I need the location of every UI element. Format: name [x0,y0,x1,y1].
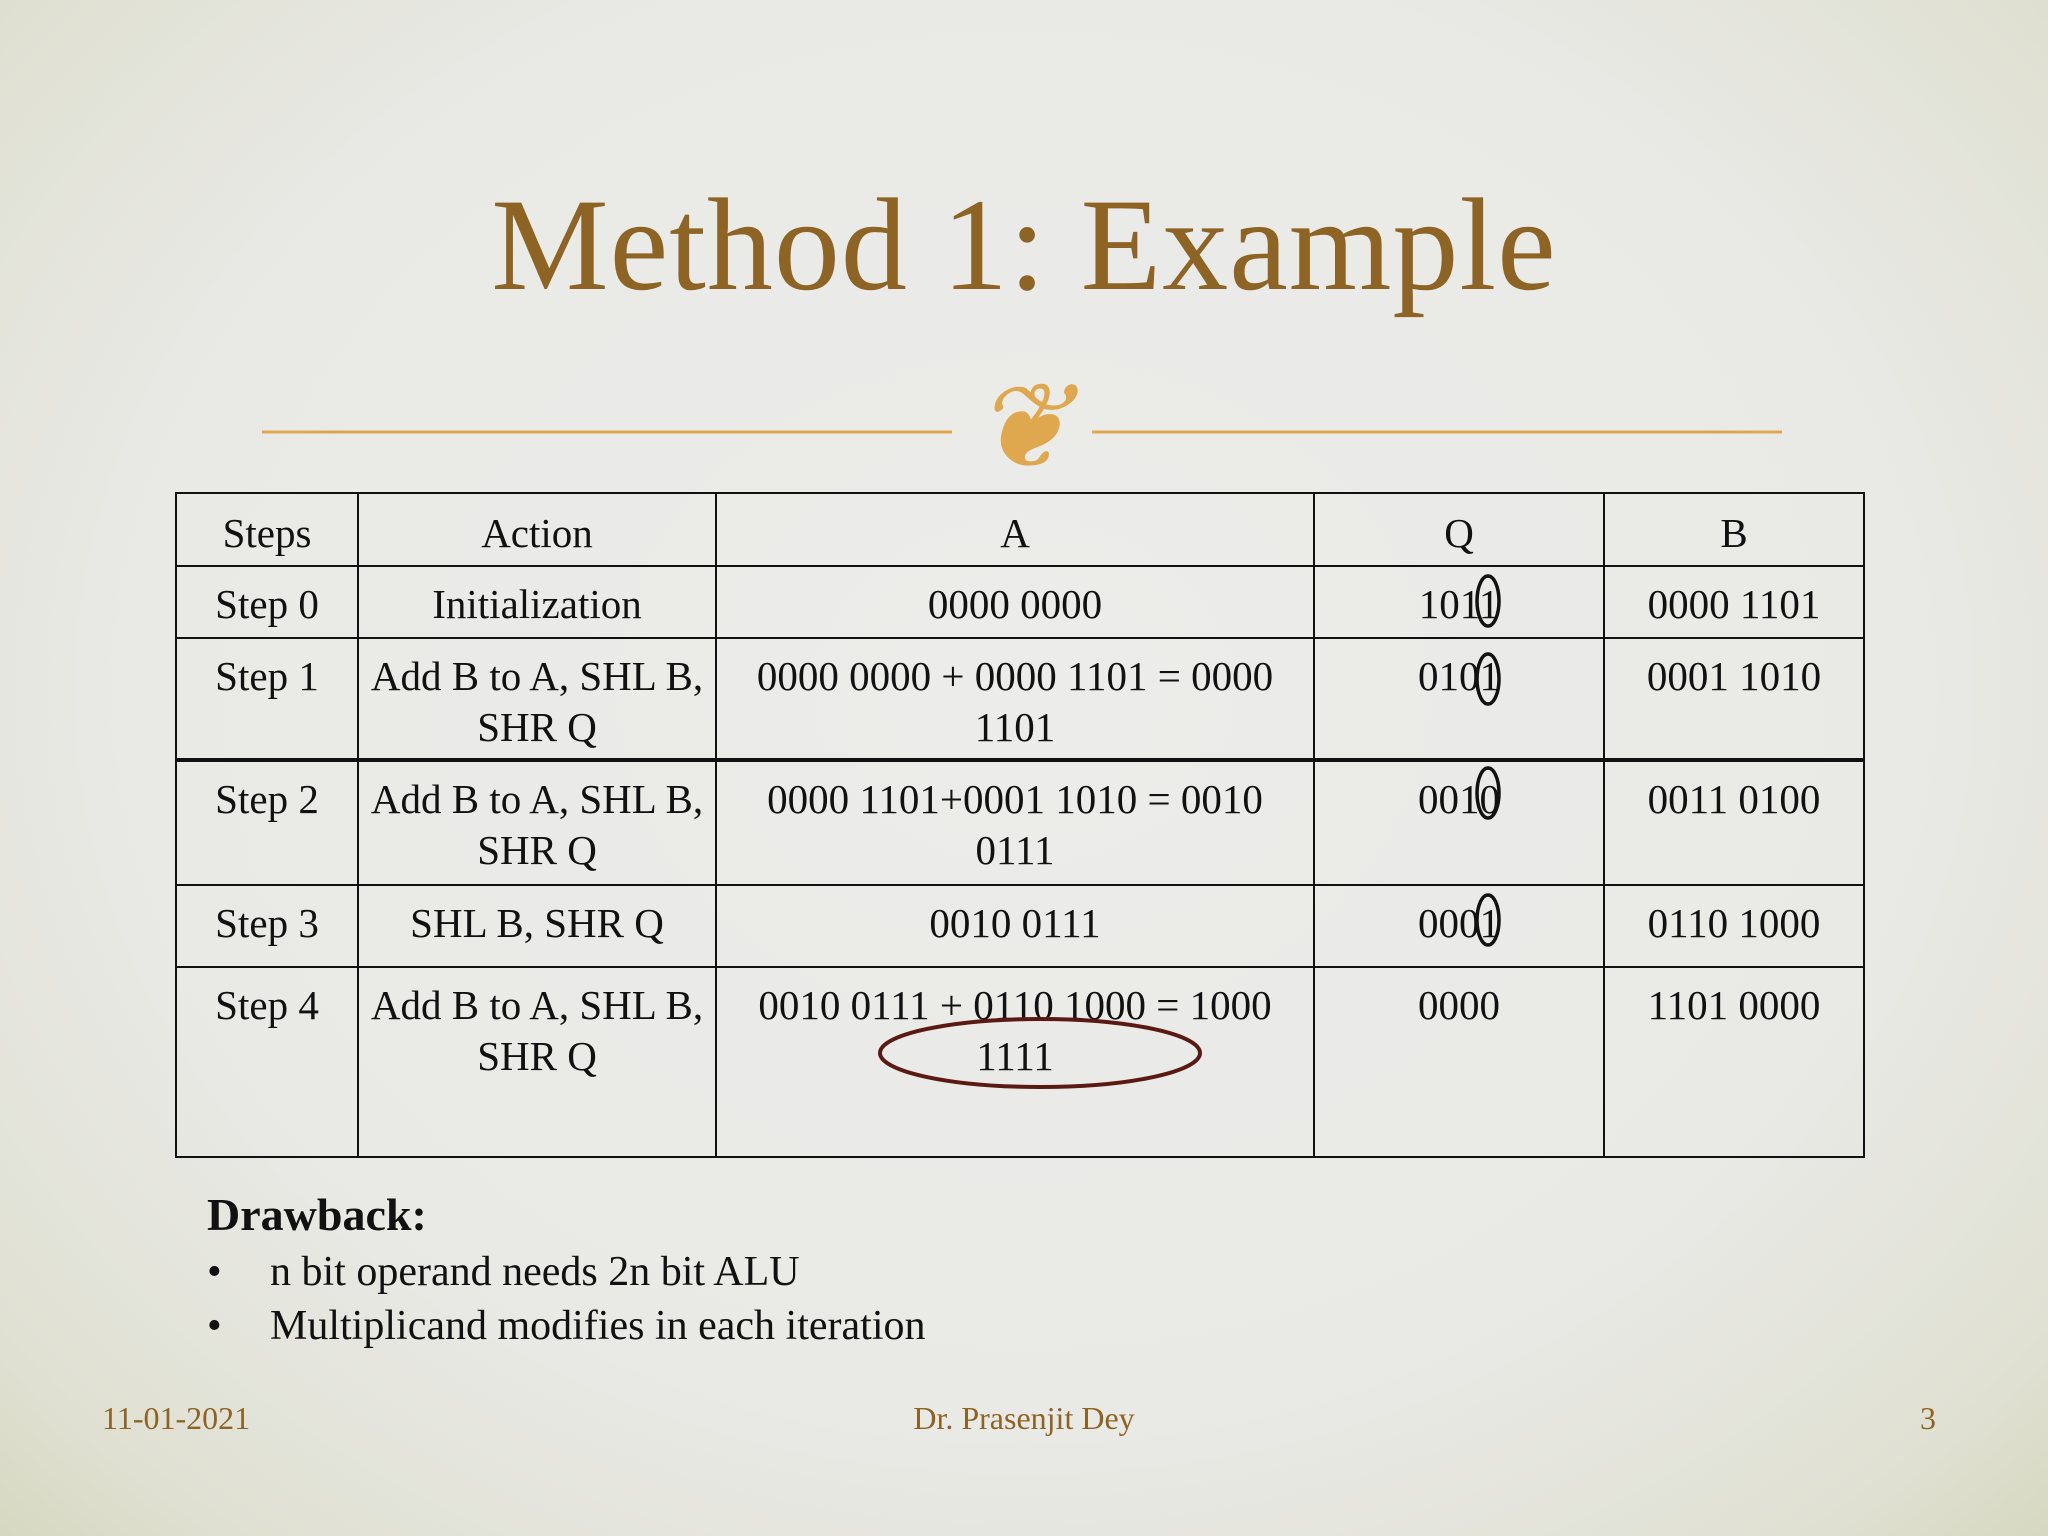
cell-step: Step 4 [176,967,358,1157]
footer-author: Dr. Prasenjit Dey [913,1400,1135,1436]
drawback-heading: Drawback: [207,1189,427,1240]
drawback-list [207,1245,926,1353]
cell-a: 0000 0000 [716,566,1314,638]
header-a: A [716,493,1314,566]
header-steps: Steps [176,493,358,566]
table-row [176,967,1864,1157]
header-action: Action [358,493,716,566]
footer-date: 11-01-2021 [102,1400,251,1436]
slide-title: Method 1: Example [491,171,1557,318]
list-item [207,1299,926,1353]
bullet-icon: • [207,1303,222,1349]
cell-q: 1011 [1314,566,1604,638]
cell-a: 0000 0000 + 0000 1101 = 0000 1101 [716,638,1314,760]
bullet-icon: • [207,1249,222,1295]
table-row [176,760,1864,885]
cell-b: 0001 1010 [1604,638,1864,760]
table-row [176,638,1864,760]
cell-action: Add B to A, SHL B, SHR Q [358,760,716,885]
steps-table [175,492,1865,1158]
cell-a: 0010 0111 + 0110 1000 = 1000 1111 [716,967,1314,1157]
list-item-text: Multiplicand modifies in each iteration [270,1303,926,1349]
cell-q: 0010 [1314,760,1604,885]
header-q: Q [1314,493,1604,566]
list-item-text: n bit operand needs 2n bit ALU [270,1249,800,1295]
cell-a: 0000 1101+0001 1010 = 0010 0111 [716,760,1314,885]
cell-step: Step 2 [176,760,358,885]
cell-b: 0011 0100 [1604,760,1864,885]
cell-action: Initialization [358,566,716,638]
title-divider [262,382,1782,482]
cell-step: Step 0 [176,566,358,638]
table-row [176,885,1864,967]
cell-step: Step 3 [176,885,358,967]
cell-q: 0101 [1314,638,1604,760]
ornament-icon: ❦ [971,382,1073,482]
table-header-row [176,493,1864,566]
header-b: B [1604,493,1864,566]
cell-q: 0001 [1314,885,1604,967]
cell-b: 0000 1101 [1604,566,1864,638]
cell-q: 0000 [1314,967,1604,1157]
cell-action: Add B to A, SHL B, SHR Q [358,638,716,760]
table-row [176,566,1864,638]
cell-action: Add B to A, SHL B, SHR Q [358,967,716,1157]
cell-a: 0010 0111 [716,885,1314,967]
page-number: 3 [1920,1400,1936,1436]
cell-action: SHL B, SHR Q [358,885,716,967]
cell-b: 1101 0000 [1604,967,1864,1157]
cell-step: Step 1 [176,638,358,760]
list-item [207,1245,926,1299]
cell-b: 0110 1000 [1604,885,1864,967]
